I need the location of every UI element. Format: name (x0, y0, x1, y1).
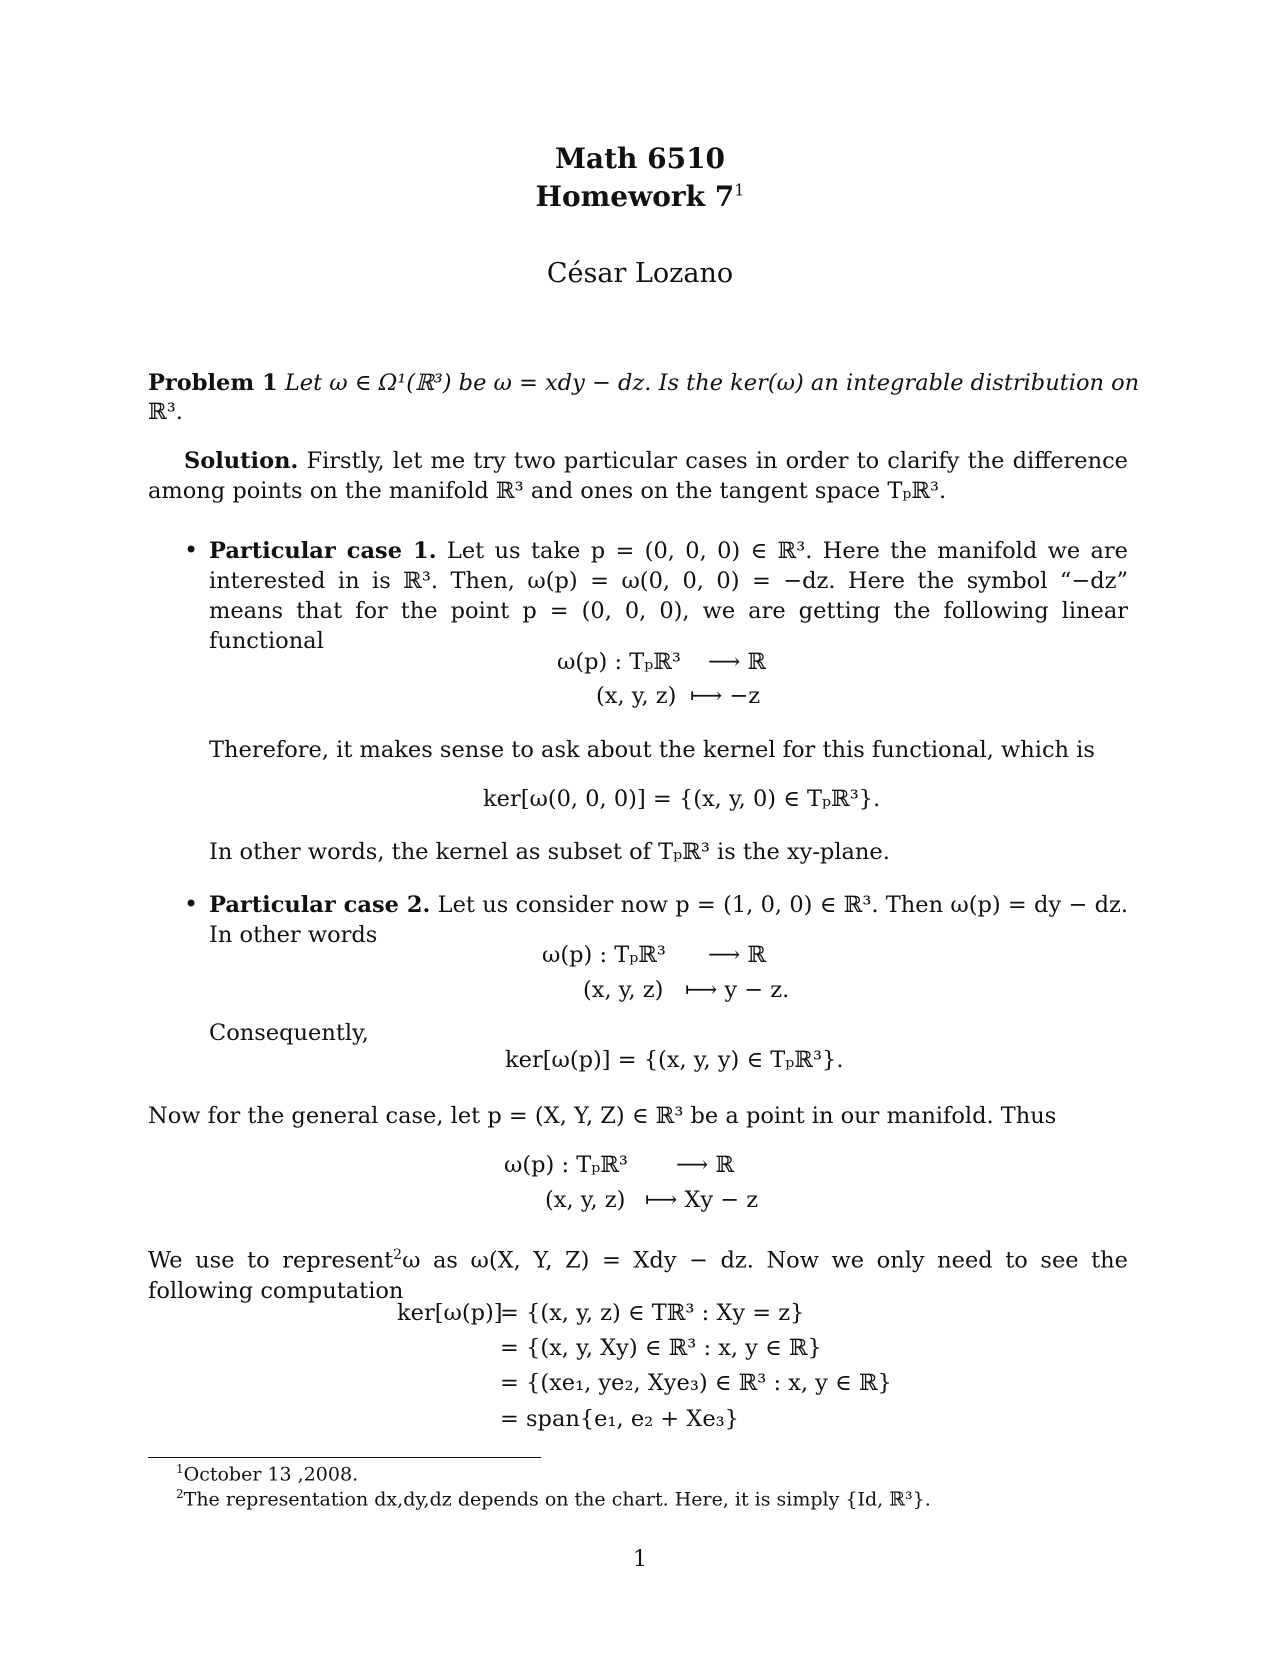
footnote-1 (176, 1462, 358, 1485)
general-map-rhs2: ⟼ Xy − z (645, 1187, 759, 1213)
general-intro: Now for the general case, let p = (X, Y, Z) ∈ ℝ³ be a point in our manifold. Thus (148, 1103, 1057, 1129)
footnote-2-text: The representation dx,dy,dz depends on the chart. Here, it is simply {Id, ℝ³}. (183, 1488, 931, 1511)
equation-lhs: ker[ω(p)] (397, 1300, 503, 1326)
author-name: César Lozano (546, 258, 734, 289)
case1-text: Let us take p = (0, 0, 0) ∈ ℝ³. Here the manifold we are interested in is ℝ³. Then, ω(p) = ω(0, 0, 0) = −dz. Here the symbol “−dz” means that for the point p = (0, 0, 0), we are getting the following linear functional (209, 538, 1128, 654)
case2-text: Let us consider now p = (1, 0, 0) ∈ ℝ³. Then ω(p) = dy − dz. In other words (209, 892, 1128, 948)
general-map-rhs1: ⟶ ℝ (676, 1152, 735, 1178)
footnote-ref-1[interactable]: 1 (734, 180, 745, 200)
footnote-1-text: October 13 ,2008. (183, 1463, 359, 1486)
homework-title (0, 180, 1280, 213)
general-map-lhs1: ω(p) : Tₚℝ³ (504, 1152, 628, 1178)
case1-paragraph (209, 536, 1128, 656)
footnote-2-mark: 2 (176, 1487, 184, 1501)
footnote-1-mark: 1 (176, 1462, 184, 1476)
footnote-rule (148, 1457, 541, 1458)
problem-statement (148, 368, 1139, 398)
equation-line-4: = span{e₁, e₂ + Xe₃} (500, 1406, 739, 1432)
bullet-case-1: • (184, 536, 199, 564)
case1-map-rhs2: ⟼ −z (690, 683, 761, 709)
general-map-lhs2: (x, y, z) (545, 1187, 626, 1213)
general-represent-post: ω as ω(X, Y, Z) = Xdy − dz. Now we only need to see the following computation (148, 1247, 1128, 1304)
case2-map-rhs1: ⟶ ℝ (708, 942, 767, 968)
case1-label: Particular case 1. (209, 538, 437, 564)
footnote-2 (176, 1487, 931, 1510)
case2-map-lhs2: (x, y, z) (583, 977, 664, 1003)
solution-label: Solution. (184, 448, 299, 474)
bullet-case-2: • (184, 890, 199, 918)
case1-map-lhs2: (x, y, z) (596, 683, 677, 709)
problem-text-line1: Let ω ∈ Ω¹(ℝ³) be ω = xdy − dz. Is the ker(ω) an integrable distribution on (284, 370, 1140, 396)
footnote-ref-2[interactable]: 2 (393, 1247, 403, 1263)
case1-conclusion: In other words, the kernel as subset of Tₚℝ³ is the xy-plane. (209, 839, 890, 865)
equation-line-1: = {(x, y, z) ∈ Tℝ³ : Xy = z} (500, 1300, 805, 1326)
case1-map-rhs1: ⟶ ℝ (708, 649, 767, 675)
solution-intro-text: Firstly, let me try two particular cases in order to clarify the difference among points on the manifold ℝ³ and ones on the tangent space Tₚℝ³. (148, 448, 1129, 504)
homework-title-text: Homework 7 (535, 180, 735, 213)
case2-map-rhs2: ⟼ y − z. (685, 977, 790, 1003)
case2-paragraph (209, 890, 1128, 950)
case2-map-lhs1: ω(p) : Tₚℝ³ (542, 942, 666, 968)
equation-line-2: = {(x, y, Xy) ∈ ℝ³ : x, y ∈ ℝ} (500, 1335, 822, 1361)
case2-kernel: ker[ω(p)] = {(x, y, y) ∈ Tₚℝ³}. (505, 1047, 844, 1073)
general-represent (148, 1240, 1128, 1306)
problem-label: Problem 1 (148, 370, 278, 396)
case1-after-map: Therefore, it makes sense to ask about the kernel for this functional, which is (209, 737, 1095, 763)
general-represent-pre: We use to represent (148, 1247, 394, 1274)
case1-map-lhs1: ω(p) : Tₚℝ³ (557, 649, 681, 675)
course-title: Math 6510 (554, 142, 726, 175)
equation-line-3: = {(xe₁, ye₂, Xye₃) ∈ ℝ³ : x, y ∈ ℝ} (500, 1370, 892, 1396)
problem-text-line2: ℝ³. (148, 399, 183, 425)
solution-intro (148, 446, 1128, 506)
page-number: 1 (633, 1547, 647, 1572)
case2-label: Particular case 2. (209, 892, 431, 918)
case1-kernel: ker[ω(0, 0, 0)] = {(x, y, 0) ∈ Tₚℝ³}. (483, 786, 881, 812)
case2-consequently: Consequently, (209, 1020, 369, 1046)
